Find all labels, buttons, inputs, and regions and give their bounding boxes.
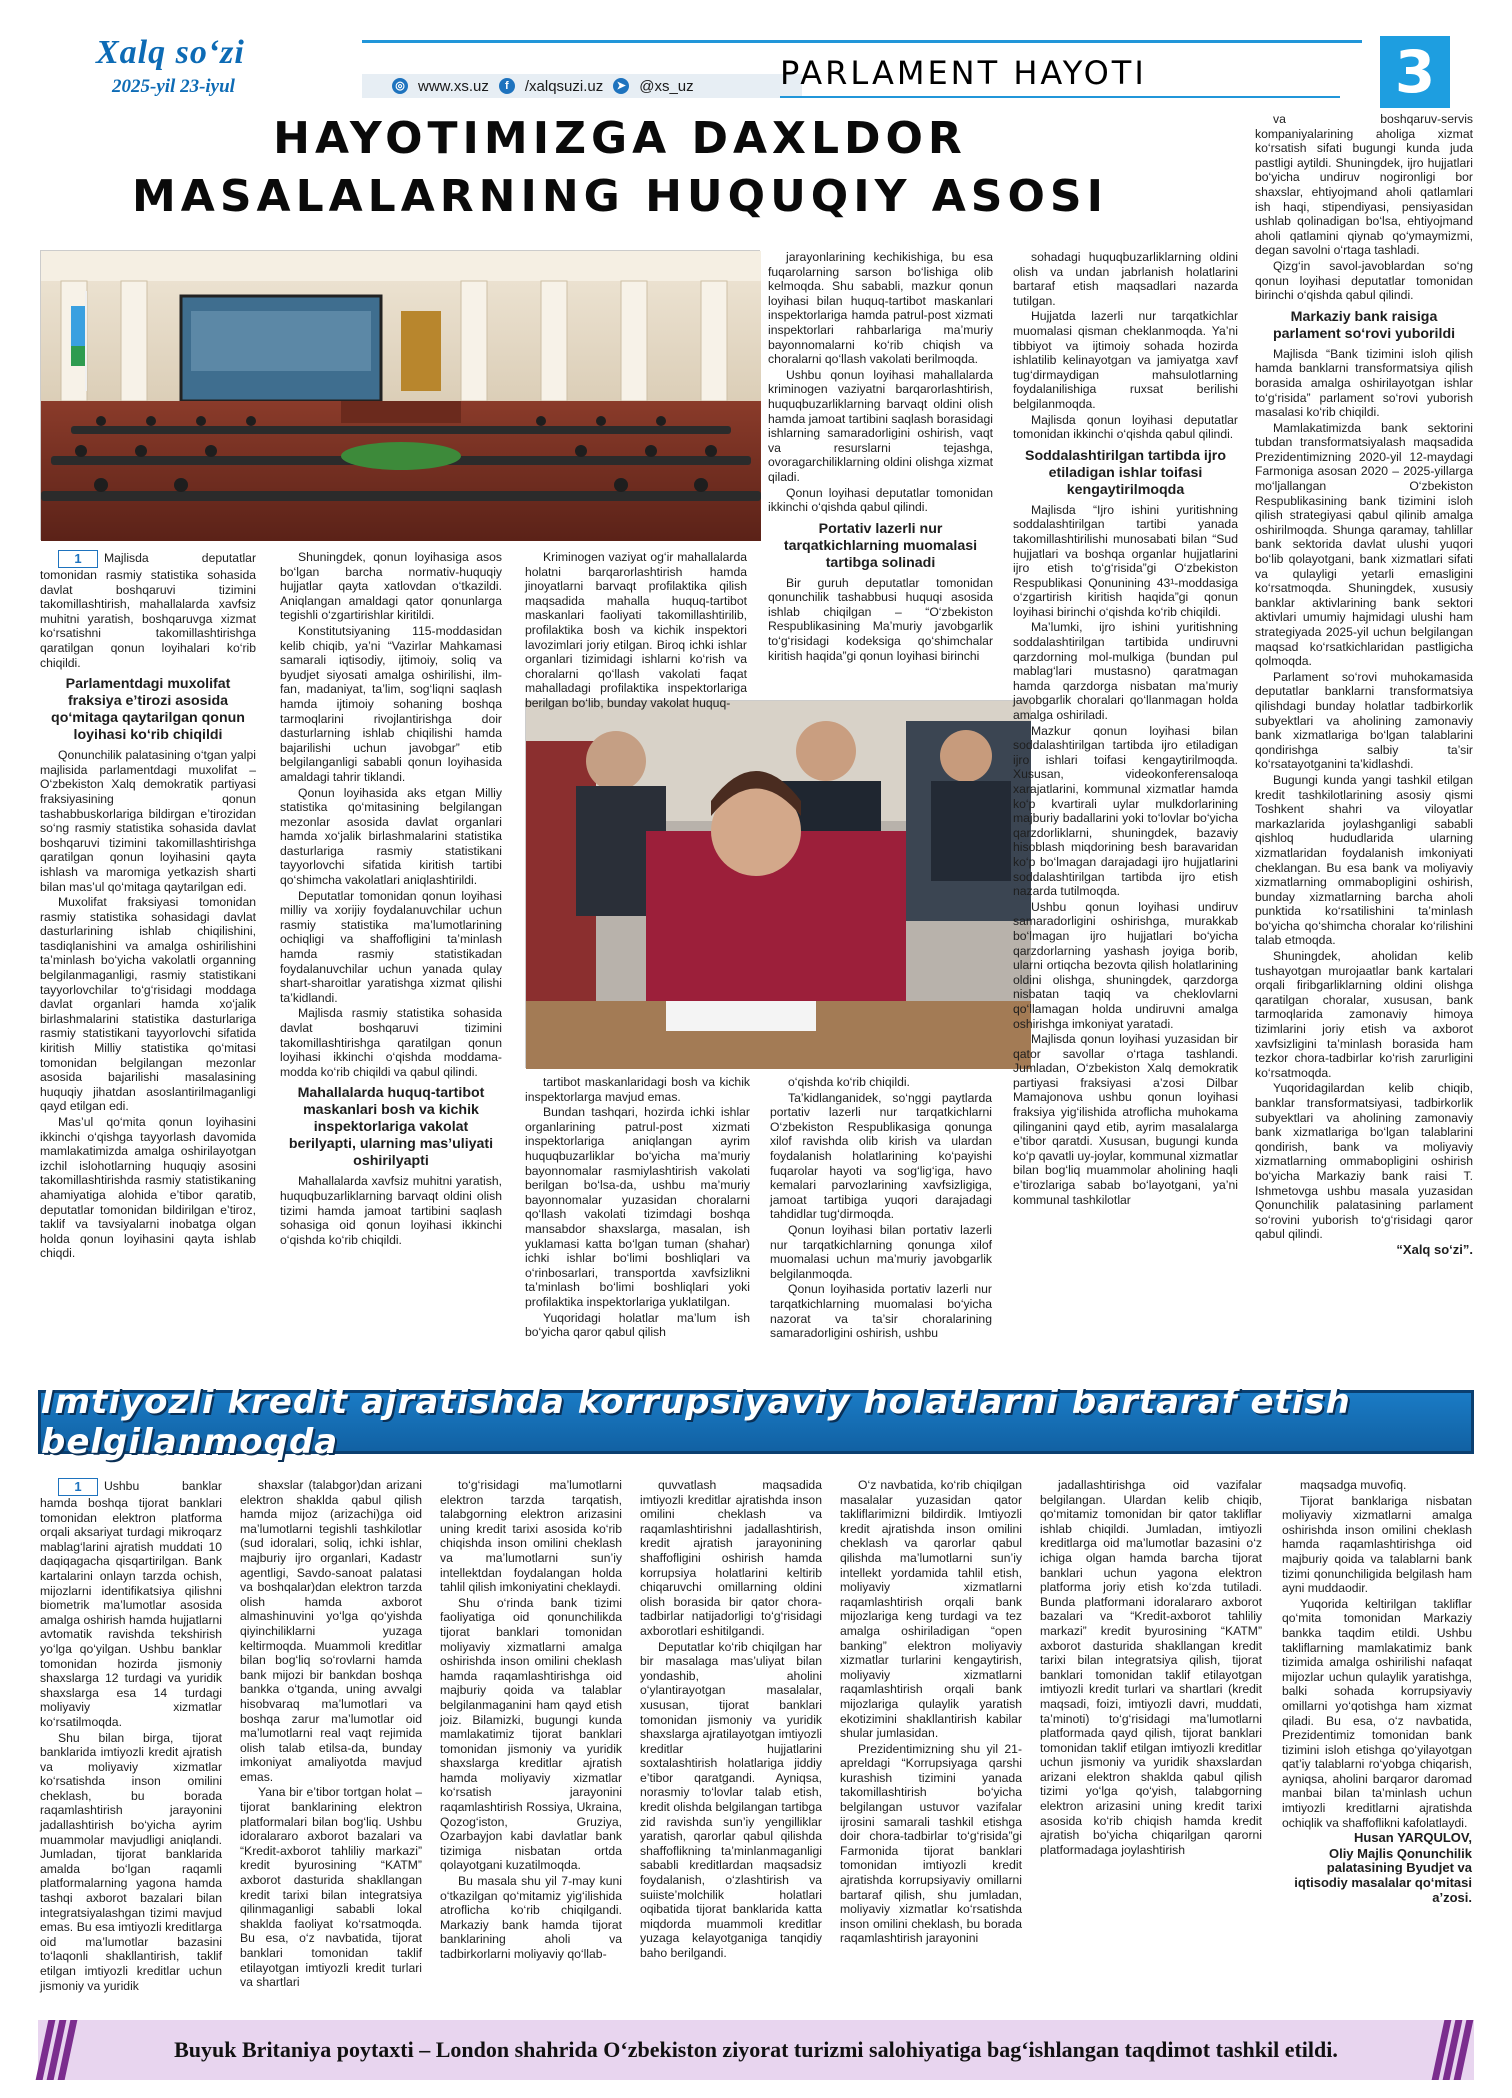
- article1-column-5: [1013, 250, 1238, 1375]
- paragraph: Parlament so‘rovi muhokamasida deputatlar banklarni transformatsiya qilishdagi bunday holatlar tadbirkorlik subyektlari va aholining zamonaviy bank xizmatlariga bo‘lgan talablarini qondirishga salbiy ta’sir ko‘rsatayotganini ta’kidlashdi.: [1255, 669, 1473, 772]
- header-rule: [362, 40, 1362, 43]
- parliament-hall-photo: [40, 250, 760, 540]
- telegram-icon: ➤: [613, 78, 629, 94]
- paragraph: Kriminogen vaziyat og‘ir mahallalarda holatni barqarorlashtirish hamda jinoyatlarni barvaqt profilaktika qilish maqsadida mahalla huquq-tartibot maskanlari faoliyati takomillashtirilib, profilaktika bosh va kichik inspektori lavozimlari joriy etilgan. Biroq ichki ishlar organlari tizimidagi ishlarni ko‘rish va choralarni qo‘llash vakolati faqat mahalladagi profilaktika inspektorlariga berilgan bo‘lib, bunday vakolat huquq-: [525, 550, 747, 710]
- section-rule: [780, 96, 1340, 98]
- paragraph: Yuqoridagi holatlar ma’lum ish bo‘yicha qaror qabul qilish: [525, 1310, 750, 1340]
- article-signature: “Xalq so‘zi”.: [1396, 1241, 1473, 1257]
- paragraph: Tijorat banklariga nisbatan moliyaviy xizmatlarni amalga oshirishda inson omilini cheklash hamda raqamlashtirishga oid majburiy qoida va talablarni bank tizimi qonunchiligida belgilash ham ayni muddaodir.: [1282, 1493, 1472, 1596]
- paragraph: Hujjatda lazerli nur tarqatkichlar muomalasi qisman cheklanmoqda. Ya’ni tibbiyot va ijtimoiy sohada hozirda ishlatilib kelinayotgan va jamiyatga xavf tug‘dirmaydigan mahsulotlarning foydalanilishiga ruxsat berilishi belgilanmoqda.: [1013, 309, 1238, 411]
- paragraph: sohadagi huquqbuzarliklarning oldini olish va undan jabrlanish holatlarini bartaraf etish maqsadlari nazarda tutilgan.: [1013, 250, 1238, 308]
- article1-column-2: [280, 550, 502, 1375]
- paragraph: Majlisda qonun loyihasi yuzasidan bir qator savollar o‘rtaga tashlandi. Jumladan, O‘zbekiston Xalq demokratik partiyasi fraksiyasi a’zosi Dilbar Mamajonova ushbu qonun loyihasi fraksiya yig‘ilishida atroflicha muhokama qilinganini qayd etib, ayrim masalalarga e’tibor qaratdi. Xususan, bugungi kunda ko‘p qavatli uy-joylar, kommunal xizmatlar bilan bog‘liq muammolar aholining haqli e’tirozlariga sabab bo‘layotgani, ya’ni kommunal tashkilotlar: [1013, 1032, 1238, 1207]
- section-title: PARLAMENT HAYOTI: [780, 54, 1147, 92]
- article2-headline-banner: [38, 1382, 1474, 1462]
- paragraph: Majlisda “Bank tizimini isloh qilish hamda banklarni transformatsiya qilish borasida amalga oshirilayotgan ishlar to‘g‘risida” parlament so‘rovi yuborish masalasi ko‘rib chiqildi.: [1255, 346, 1473, 420]
- paragraph: Deputatlar ko‘rib chiqilgan har bir masalaga mas’uliyat bilan yondashib, aholini o‘ylantirayotgan masalalar, xususan, tijorat banklari tomonidan jismoniy va yuridik shaxslarga ajratilayotgan imtiyozli kreditlar hujjatlarini soxtalashtirish holatlariga jiddiy e’tibor qaratgandi. Ayniqsa, norasmiy to‘lovlar talab etish, kredit olishda belgilangan tartibga zid ravishda sun’iy yengilliklar yaratish, qarorlar qabul qilishda shaffoflikning ta’minlanmaganligi sababli kreditlardan maqsadsiz foydalanish, o‘zlashtirish va suiiste’molchilik holatlari oqibatida tijorat banklarida katta miqdorda muammoli kreditlar yuzaga kelayotganiga tanqidiy baho berilgandi.: [640, 1639, 822, 1960]
- paragraph: 1 Ushbu banklar hamda boshqa tijorat banklari tomonidan elektron platforma orqali aksariyat turdagi mikroqarz mablag‘larini ajratish muddati 10 daqiqagacha qisqartirilgan. Bank kartalarini onlayn tarzda ochish, mijozlarni identifikatsiya qilishni biometrik ma’lumotlar asosida amalga oshirish hamda hujjatlarni avtomatik ravishda tekshirish yo‘lga qo‘yilgan. Ushbu banklar tomonidan hozirda jismoniy shaxslarga 12 turdagi va yuridik shaxslarga esa 14 turdagi moliyaviy xizmatlar ko‘rsatilmoqda.: [40, 1479, 222, 1729]
- paragraph: Deputatlar tomonidan qonun loyihasi milliy va xorijiy foydalanuvchilar uchun rasmiy statistika ma’lumotlarining ochiqligi va shaffofligini ta’minlash hamda rasmiy statistikadan foydalanuvchilar uchun yanada qulay shart-sharoitlar yaratishga xizmat qilishi ta’kidlandi.: [280, 888, 502, 1005]
- paragraph: Ta’kidlanganidek, so‘nggi paytlarda portativ lazerli nur tarqatkichlarni O‘zbekiston Respublikasiga qonunga xilof ravishda olib kirish va ulardan foydalanish holatlarining ko‘payishi fuqarolar hayoti va sog‘lig‘iga, havo kemalari parvozlarining xavfsizligiga, jamoat tartibiga yuqori darajadagi tahdidlar tug‘dirmoqda.: [770, 1090, 992, 1222]
- chevron-decoration-left: [38, 2020, 78, 2080]
- paragraph: maqsadga muvofiq.: [1300, 1478, 1407, 1492]
- paragraph: Bu masala shu yil 7-may kuni o‘tkazilgan qo‘mitamiz yig‘ilishida atroflicha ko‘rib chiqilgandi. Markaziy bank hamda tijorat banklarining aholi va tadbirkorlarni moliyaviy qo‘llab-: [440, 1874, 622, 1961]
- author-title: Oliy Majlis Qonunchilik palatasining Byudjet va iqtisodiy masalalar qo‘mitasi a’zosi.: [1294, 1845, 1472, 1905]
- paragraph: Qizg‘in savol-javoblardan so‘ng qonun loyihasi deputatlar tomonidan birinchi o‘qishda qabul qilindi.: [1255, 258, 1473, 303]
- subheading: Mahallalarda huquq-tartibot maskanlari bosh va kichik inspektorlariga vakolat berilyapti, ularning mas’uliyati oshirilyapti: [288, 1085, 494, 1170]
- paragraph: Bugungi kunda yangi tashkil etilgan kredit tashkilotlarining asosiy qismi Toshkent shahri va viloyatlar markazlarida joylashganligi sababli qishloq hududlarida ularning xizmatlaridan foydalanish imkoniyati cheklangan. Bu esa bank va moliyaviy xizmatlarning ommabopligini oshirish, bunday xizmatlarning barcha aholi punktida ko‘rsatilishini ta’minlash bo‘yicha qo‘shimcha choralar ko‘rilishini talab etmoqda.: [1255, 772, 1473, 948]
- paragraph: Majlisda qonun loyihasi deputatlar tomonidan ikkinchi o‘qishda qabul qilindi.: [1013, 412, 1238, 442]
- telegram-link[interactable]: @xs_uz: [639, 77, 694, 95]
- header-links: [362, 74, 802, 98]
- paragraph: Muxolifat fraksiyasi tomonidan rasmiy statistika sohasidagi davlat dasturlarining ishlab chiqilishini, tasdiqlanishini va amalga oshirilishini ta’minlash bo‘yicha vakolatli organning belgilanmaganligi, rasmiy statistikani tayyorlovchilar to‘g‘risidagi moddaga davlat organlari hamda xo‘jalik birlashmalarini statistika dasturlariga rasmiy statistikani tayyorlovchi sifatida kiritish Milliy statistika qo‘mitasi tomonidan belgilangan mezonlar asosida bajarilishi masalasining huquqiy jihatdan asoslantirilmaganligi qayd etilgan edi.: [40, 895, 256, 1114]
- paragraph: Qonun loyihasida aks etgan Milliy statistika qo‘mitasining belgilangan mezonlar asosida davlat organlari hamda xo‘jalik birlashmalarini statistika dasturlariga rasmiy statistikani tayyorlovchi sifatida kiritish tartibi qo‘shimcha vakolatlari aniqlashtirildi.: [280, 785, 502, 888]
- paragraph: Qonunchilik palatasining o‘tgan yalpi majlisida parlamentdagi muxolifat – O‘zbekiston Xalq demokratik partiyasi fraksiyasining qonun tashabbuskorlariga bildirgan e’tirozidan so‘ng rasmiy statistika sohasida davlat boshqaruvi tizimini takomillashtirishga qaratilgan qonun loyihasini qayta ishlash va maromiga yetkazish sharti bilan mas’ul qo‘mitaga qaytarilgan edi.: [40, 748, 256, 894]
- paragraph: Ma’lumki, ijro ishini yuritishning soddalashtirilgan tartibida undiruvni qarzdorning mol-mulkiga (bundan pul mablag‘lari mustasno) qaratmagan hamda qarzdorga nisbatan ma’muriy javobgarlik choralari qo‘llanmagan holda amalga oshiriladi.: [1013, 620, 1238, 723]
- article2-column-4: [640, 1478, 822, 2008]
- subheading: Portativ lazerli nur tarqatkichlarning muomalasi tartibga solinadi: [783, 520, 978, 571]
- article2-column-7: [1282, 1478, 1472, 2008]
- paragraph: Qonun loyihasi bilan portativ lazerli nur tarqatkichlarning qonunga xilof muomalasi uchun ma’muriy javobgarlik belgilanmoqda.: [770, 1222, 992, 1281]
- article1-column-4: [768, 250, 993, 695]
- article2-column-3: [440, 1478, 622, 2008]
- globe-icon: ◎: [392, 78, 408, 94]
- paragraph: Yuqorida keltirilgan takliflar qo‘mita tomonidan Markaziy bankka taqdim etildi. Ushbu takliflarning mamlakatimiz bank tizimida amalga oshirilishi nafaqat mijozlar uchun qulaylik yaratishga, balki sohada korrupsiyaviy omillarni yo‘qotishga ham xizmat qiladi. Bu esa, o‘z navbatida, Prezidentimiz tomonidan bank tizimini isloh etishga qo‘yilayotgan qat’iy talablarni ro‘yobga chiqarish, ayniqsa, aholini barqaror daromad manbai bilan ta’minlash uchun imtiyozli kreditlarni ajratishda ochiqlik va shaffoflikni kafolatlaydi.: [1282, 1596, 1472, 1830]
- paragraph: shaxslar (talabgor)dan arizani elektron shaklda qabul qilish hamda mijoz (arizachi)ga oid ma’lumotlarni tegishli tashkilotlar (sud idoralari, soliq, ichki ishlar, majburiy ijro organlari, Kadastr agentligi, Savdo-sanoat palatasi va boshqalar)dan elektron tarzda olish hamda axborot almashinuvini yo‘lga qo‘yishda qiyinchiliklarni yuzaga keltirmoqda. Muammoli kreditlar bilan bog‘liq so‘rovlarni hamda bank mijozi bir bankdan boshqa bankka o‘tganda, uning avvalgi hisobvaraq ma’lumotlari va boshqa zarur ma’lumotlar oid ma’lumotlarni real vaqt rejimida olish talab etilsa-da, bunday imkoniyat amaliyotda mavjud emas.: [240, 1478, 422, 1784]
- paragraph: Mahallalarda xavfsiz muhitni yaratish, huquqbuzarliklarning barvaqt oldini olish tizimi hamda jamoat tartibini saqlash sohasiga oid qonun loyihasi ikkinchi o‘qishda ko‘rib chiqildi.: [280, 1174, 502, 1247]
- paragraph: Shuningdek, aholidan kelib tushayotgan murojaatlar bank kartalari orqali firibgarliklarning oldini olishga qaratilgan choralar, xususan, bank tarmoqlarida zamonaviy himoya tizimlarini joriy etish va axborot xavfsizligini ta’minlash borasida ham tezkor chora-tadbirlar ko‘rish zarurligini ko‘rsatmoqda.: [1255, 949, 1473, 1080]
- paragraph: o‘qishda ko‘rib chiqildi.: [788, 1075, 910, 1089]
- footer-teaser[interactable]: [38, 2020, 1474, 2080]
- article2-column-2: [240, 1478, 422, 2008]
- article1-column-mid-left: [525, 1075, 750, 1375]
- article2-headline: Imtiyozli kredit ajratishda korrupsiyaviy holatlarni bartaraf etish belgilanmoqda: [41, 1382, 1351, 1462]
- paragraph: Ushbu qonun loyihasi mahallalarda kriminogen vaziyatni barqarorlashtirish, huquqbuzarliklarning barvaqt oldini olish hamda jamoat tartibini saqlash borasidagi ishlarning samaradorligini oshirish, vaqt va resurslarni tejashga, ovoragarchiliklarning oldini olishga xizmat qiladi.: [768, 367, 993, 484]
- paragraph: Majlisda rasmiy statistika sohasida davlat boshqaruvi tizimini takomillashtirishga qaratilgan qonun loyihasi ikkinchi o‘qishda moddama-modda ko‘rib chiqildi va qabul qilindi.: [280, 1006, 502, 1079]
- page-number: 3: [1380, 36, 1450, 108]
- paragraph: Ushbu qonun loyihasi undiruv samaradorligini oshirishga, murakkab bo‘lmagan ijro hujjatlari bo‘yicha qarzdorlarning yashash joyiga borib, ularni ortiqcha bezovta qilish holatlarining oldini olishga, shuningdek, qarzdorga nisbatan taqiq va cheklovlarni qo‘llamagan holda undiruvni amalga oshirishga imkoniyat yaratadi.: [1013, 899, 1238, 1031]
- footer-teaser-text: Buyuk Britaniya poytaxti – London shahrida O‘zbekiston ziyorat turizmi salohiyatiga bag‘ishlangan taqdimot tashkil etildi.: [174, 2037, 1338, 2062]
- deputy-photo: [525, 700, 1030, 1068]
- subheading: Parlamentdagi muxolifat fraksiya e’tirozi asosida qo‘mitaga qaytarilgan qonun loyihasi ko‘rib chiqildi: [51, 676, 245, 744]
- paragraph: Majlisda “Ijro ishini yuritishning soddalashtirilgan tartibi yanada takomillashtirilishi munosabati bilan “Sud hujjatlari va boshqa organlar hujjatlarini ijro etish to‘g‘risida”gi O‘zbekiston Respublikasi Qonunining 43¹-moddasiga o‘zgartirish kiritish haqida”gi qonun loyihasi birinchi o‘qishda ko‘rib chiqildi.: [1013, 502, 1238, 619]
- article1-column-3: [525, 550, 747, 710]
- paragraph: Bundan tashqari, hozirda ichki ishlar organlarining patrul-post xizmati inspektorlariga aniqlangan ayrim huquqbuzarliklar bo‘yicha ma’muriy bayonnomalar rasmiylashtirish vakolati berilgan bo‘lsa-da, ushbu ma’muriy bayonnomalar yuzasidan choralarni qo‘llash vakolati tizimdagi boshqa mansabdor shaxslarga, masalan, ish yuklamasi katta bo‘lgan tuman (shahar) ichki ishlar bo‘limi boshliqlari va o‘rinbosarlari, transportda xavfsizlikni ta’minlash bo‘limi boshliqlari yoki profilaktika inspektorlariga yuklatilgan.: [525, 1105, 750, 1309]
- author-name: Husan YARQULOV,: [1353, 1830, 1472, 1846]
- paragraph: va boshqaruv-servis kompaniyalarining aholiga xizmat ko‘rsatish sifati bugungi kunda juda pastligi aytildi. Shuningdek, ijro hujjatlari bo‘yicha undiruv nogironligi bor shaxslar, ehtiyojmand aholi qatlamlari ish haqi, stipendiyasi, pensiyasidan ushlab qolinadigan bo‘lsa, ehtiyojmand aholi qatlamini qiynab qo‘ymaymizmi, degan savolni o‘rtaga tashladi.: [1255, 112, 1473, 258]
- masthead: Xalq so‘zi: [96, 34, 245, 71]
- article2-column-5: [840, 1478, 1022, 2008]
- paragraph: Yana bir e’tibor tortgan holat – tijorat banklarining elektron platformalari bilan bog‘liq. Ushbu idoralararo axborot bazalari va “Kredit-axborot tahliliy markazi” kredit byurosining “KATM” axborot dasturida shakllangan kredit tarixi bilan integratsiya qilinmaganligi sababli lokal shaklda faoliyat ko‘rsatmoqda. Bu esa, o‘z navbatida, tijorat banklari tomonidan taklif etilayotgan imtiyozli kredit turlari va shartlari: [240, 1785, 422, 1990]
- paragraph: jadallashtirishga oid vazifalar belgilangan. Ulardan kelib chiqib, qo‘mitamiz tomonidan bir qator takliflar ishlab chiqildi. Jumladan, imtiyozli kreditlarga oid ma’lumotlar bazasini o‘z ichiga olgan hamda barcha tijorat banklari uchun yagona elektron platforma joriy etish ko‘zda tutiladi. Bunda platformani idoralararo axborot bazalari va “Kredit-axborot tahliliy markazi” kredit byurosining “KATM” axborot dasturida shakllangan kredit tarixi bilan integratsiya qilish, tijorat banklari tomonidan taklif etilayotgan imtiyozli kredit turlari va shartlari (kredit maqsadi, foizi, imtiyozli davri, muddati, ta’minoti) to‘g‘risidagi ma’lumotlarni platformada qayd qilish, tijorat banklari tomonidan taklif etilgan imtiyozli kreditlar uchun jismoniy va yuridik shaxslardan arizani elektron shaklda qabul qilish tizimi yo‘lga qo‘yish, talabgorning elektron arizasini uning kredit tarixi asosida ko‘rib chiqish hamda kredit ajratish bo‘yicha chiqarilgan qarorni platformadaga joylashtirish: [1040, 1478, 1262, 1857]
- paragraph: Shu o‘rinda bank tizimi faoliyatiga oid qonunchilikda tijorat banklari tomonidan moliyaviy xizmatlarni amalga oshirishda inson omilini cheklash hamda raqamlashtirishga oid majburiy qoida va talablar belgilanmaganini ham qayd etish joiz. Bilamizki, bugungi kunda mamlakatimiz tijorat banklari tomonidan jismoniy va yuridik shaxslarga kreditlar ajratish hamda moliyaviy xizmatlar ko‘rsatish jarayonini raqamlashtirish Rossiya, Ukraina, Qozog‘iston, Gruziya, Ozarbayjon kabi davlatlar bank tizimiga nisbatan ortda qolayotgani kuzatilmoqda.: [440, 1595, 622, 1873]
- paragraph: Shuningdek, qonun loyihasiga asos bo‘lgan barcha normativ-huquqiy hujjatlar qayta xatlovdan o‘tkazildi. Aniqlangan amaldagi qator qonunlarga tegishli o‘zgartirishlar kiritildi.: [280, 550, 502, 623]
- article2-column-1: [40, 1478, 222, 2008]
- paragraph: Qonun loyihasida portativ lazerli nur tarqatkichlarning muomalasi bo‘yicha nazorat va ta’sir choralarining samaradorligini oshirish, ushbu: [770, 1282, 992, 1341]
- issue-date: 2025-yil 23-iyul: [112, 76, 235, 97]
- subheading: Soddalashtirilgan tartibda ijro etiladigan ishlar toifasi kengaytirilmoqda: [1024, 447, 1226, 498]
- paragraph: Mazkur qonun loyihasi bilan soddalashtirilgan tartibda ijro etiladigan ijro ishlari toifasi kengaytirilmoqda. Xususan, videokonferensaloqa xarajatlarini, kommunal xizmatlar hamda ko‘p kvartirali uylar mulkdorlarining majburiy badallarini yoki to‘lovlar bo‘yicha qarzdorliklarni, shuningdek, bazaviy hisoblash miqdorining besh baravaridan ko‘p bo‘lmagan darajadagi ijro hujjatlarini soddalashtirilgan tartibda ijro etish nazarda tutilmoqda.: [1013, 723, 1238, 899]
- paragraph: tartibot maskanlaridagi bosh va kichik inspektorlarga mavjud emas.: [525, 1075, 750, 1104]
- paragraph: Bir guruh deputatlar tomonidan qonunchilik tashabbusi huquqi asosida ishlab chiqilgan – “O‘zbekiston Respublikasining Ma’muriy javobgarlik to‘g‘risidagi kodeksiga qo‘shimchalar kiritish haqida”gi qonun loyihasi birinchi: [768, 575, 993, 663]
- paragraph: Yuqoridagilardan kelib chiqib, banklar transformatsiyasi, tadbirkorlik subyektlari va aholining zamonaviy bank xizmatlariga bo‘lgan talablarini qondirish, bank va moliyaviy xizmatlarning ommabopligini oshirish bo‘yicha Markaziy bank raisi T. Ishmetovga ushbu masala yuzasidan Qonunchilik palatasining parlament so‘rovini yuborish to‘g‘risidagi qaror qabul qilindi.: [1255, 1081, 1473, 1242]
- paragraph: Qonun loyihasi deputatlar tomonidan ikkinchi o‘qishda qabul qilindi.: [768, 485, 993, 515]
- continuation-badge: 1: [58, 550, 98, 568]
- paragraph: Mamlakatimizda bank sektorini tubdan transformatsiyalash maqsadida Prezidentimizning 2020-yil 12-maydagi Farmoniga asosan 2020 – 2025-yillarga mo‘ljallangan O‘zbekiston Respublikasining bank tizimini isloh qilish strategiyasi qabul qilinib amalga oshirilmoqda. Shunga qaramay, tahlillar bank sektorida davlat ulushi yuqori bo‘lib qolayotgani, bank xizmatlari sifati va qulayligi yetarli emasligini ko‘rsatmoqda. Shuningdek, xususiy banklar aktivlarining bank sektori aktivlari umumiy hajmidagi ulushi ham strategiyada 2025-yil uchun belgilangan maqsad ko‘rsatkichlaridan pastligicha qolmoqda.: [1255, 420, 1473, 669]
- facebook-link[interactable]: /xalqsuzi.uz: [524, 77, 604, 95]
- article1-column-6: [1255, 112, 1473, 1375]
- facebook-icon: f: [499, 78, 515, 94]
- article-headline: HAYOTIMIZGA DAXLDOR MASALALARNING HUQUQIY ASOSI: [132, 113, 1108, 222]
- website-link[interactable]: www.xs.uz: [418, 77, 489, 95]
- subheading: Markaziy bank raisiga parlament so‘rovi yuborildi: [1272, 308, 1456, 342]
- paragraph: 1 Majlisda deputatlar tomonidan rasmiy statistika sohasida davlat boshqaruvi tizimini takomillashtirish, mahallalarda xavfsiz muhitni yaratish, boshqaruvga xizmat ko‘rsatishni takomillashtirishga qaratilgan qonun loyihalari ko‘rib chiqildi.: [40, 551, 256, 670]
- article1-column-mid-right: [770, 1075, 992, 1375]
- paragraph: Prezidentimizning shu yil 21-apreldagi “Korrupsiyaga qarshi kurashish tizimini yanada takomillashtirish bo‘yicha belgilangan ustuvor vazifalar ijrosini samarali tashkil etishga doir chora-tadbirlar to‘g‘risida”gi Farmonida tijorat banklari tomonidan imtiyozli kredit ajratishda korrupsiyaviy omillarni bartaraf qilish, shu jumladan, moliyaviy xizmatlar ko‘rsatishda inson omilini cheklash, bu borada raqamlashtirish jarayonini: [840, 1741, 1022, 1946]
- continuation-badge: 1: [58, 1478, 98, 1496]
- paragraph: quvvatlash maqsadida imtiyozli kreditlar ajratishda inson omilini cheklash va raqamlashtirishni jadallashtirish, kredit ajratish jarayonining shaffofligini oshirish hamda korrupsiya holatlarini keltirib chiqaruvchi omillarning oldini olish borasida bir qator chora-tadbirlar natijadorligi to‘g‘risidagi axborotlari eshitilgandi.: [640, 1478, 822, 1638]
- paragraph: O‘z navbatida, ko‘rib chiqilgan masalalar yuzasidan qator takliflarimizni bildirdik. Imtiyozli kredit ajratishda inson omilini cheklash va qarorlar qabul qilishda ma’lumotlarni sun’iy intellekt yordamida tahlil etish, moliyaviy xizmatlarni raqamlashtirish orqali bank mijozlariga keng turdagi va tez amalga oshiriladigan “open banking” elektron moliyaviy xizmatlar turlarini kengaytirish, moliyaviy xizmatlarni raqamlashtirish orqali bank mijozlariga qulaylik yaratish ekotizimini shakllantirish kabilar shular jumlasidan.: [840, 1478, 1022, 1741]
- paragraph: to‘g‘risidagi ma’lumotlarni elektron tarzda tarqatish, talabgorning elektron arizasini uning kredit tarixi asosida ko‘rib chiqishda inson omilini cheklash va ma’lumotlarni sun’iy intellektdan foydalangan holda tahlil qilish imkoniyatini cheklaydi.: [440, 1478, 622, 1595]
- paragraph: jarayonlarining kechikishiga, bu esa fuqarolarning sarson bo‘lishiga olib kelmoqda. Shu sababli, mazkur qonun loyihasi bilan huquq-tartibot maskanlari inspektorlariga hamda patrul-post xizmati inspektorlari rahbarlariga ma’muriy bayonnomalarni ko‘rib chiqish va choralarni qo‘llash vakolati berilmoqda.: [768, 250, 993, 367]
- article1-column-1: [40, 550, 256, 1375]
- paragraph: Mas’ul qo‘mita qonun loyihasini ikkinchi o‘qishga tayyorlash davomida mamlakatimizda amalga oshirilayotgan izchil islohotlarning huquqiy asosini takomillashtirishda rasmiy statistikaning ahamiyatiga alohida e’tibor qaratib, deputatlar tomonidan bildirilgan e’tiroz, taklif va tavsiyalarni inobatga olgan holda qonun loyihasini qayta ishlab chiqdi.: [40, 1115, 256, 1261]
- paragraph: Konstitutsiyaning 115-moddasidan kelib chiqib, ya’ni “Vazirlar Mahkamasi samarali iqtisodiy, ijtimoiy, soliq va byudjet siyosati amalga oshirilishi, ilm-fan, madaniyat, ta’lim, sog‘liqni saqlash hamda ijtimoiy sohaning boshqa tarmoqlarini rivojlantirishga doir dasturlarning ishlab chiqilishi hamda bajarilishi uchun javobgar” etib belgilanganligi sababli qonun loyihasida amaldagi tahrir tiklandi.: [280, 623, 502, 784]
- paragraph: Shu bilan birga, tijorat banklarida imtiyozli kredit ajratish va moliyaviy xizmatlar ko‘rsatishda inson omilini cheklash, bu borada raqamlashtirish jarayonini jadallashtirish bo‘yicha ayrim muammolar mavjudligi aniqlandi. Jumladan, tijorat banklarida amalda bo‘lgan raqamli platformalarning yagona hamda tashqi axborot bazalari bilan integratsiyalashgan tizimi mavjud emas. Bu esa imtiyozli kreditlarga oid ma’lumotlar bazasini to‘laqonli shakllantirish, taklif etilgan imtiyozli kreditlar uchun jismoniy va yuridik: [40, 1730, 222, 1993]
- article2-column-6: [1040, 1478, 1262, 2008]
- chevron-decoration-right: [1434, 2020, 1474, 2080]
